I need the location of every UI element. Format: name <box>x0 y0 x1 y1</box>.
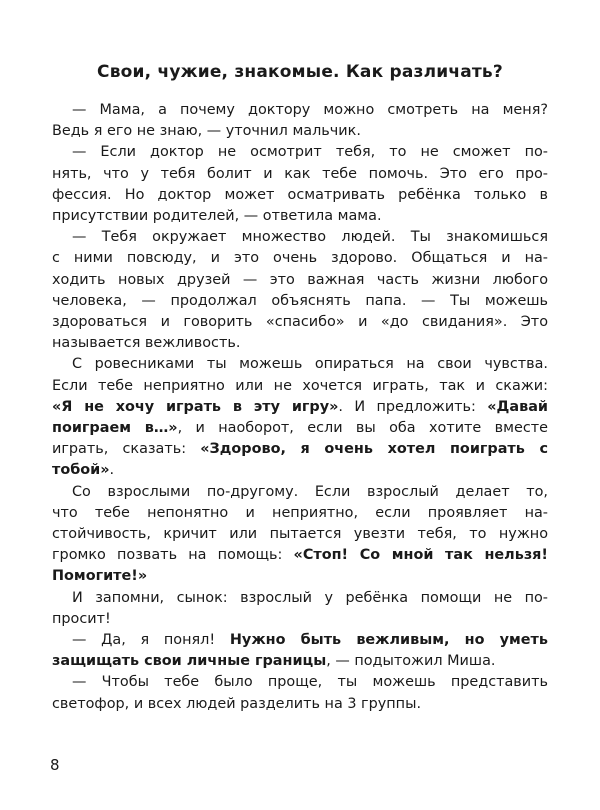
text-line: Если тебе неприятно или не хочется играть, так и скажи: <box>52 377 548 394</box>
page-title: Свои, чужие, знакомые. Как различать? <box>97 62 503 82</box>
text-line: — Чтобы тебе было проще, ты можешь представить <box>72 674 548 691</box>
text-line: поиграем в…», и наоборот, если вы оба хотите вместе <box>52 420 548 437</box>
page-number: 8 <box>50 756 60 774</box>
text-line: — Да, я понял! Нужно быть вежливым, но уметь <box>72 632 548 649</box>
text-line: И запомни, сынок: взрослый у ребёнка помощи не по- <box>72 589 548 606</box>
text-line: что тебе непонятно и неприятно, если проявляет на- <box>52 504 548 521</box>
article-body <box>52 100 548 715</box>
text-line: присутствии родителей, — ответила мама. <box>52 208 382 225</box>
text-line: — Если доктор не осмотрит тебя, то не сможет по- <box>72 144 548 161</box>
text-line: человека, — продолжал объяснять папа. — Ты можешь <box>52 292 548 309</box>
text-line: светофор, и всех людей разделить на 3 группы. <box>52 695 422 712</box>
text-line: здороваться и говорить «спасибо» и «до свидания». Это <box>52 314 548 331</box>
text-line: называется вежливость. <box>52 335 241 352</box>
text-line: фессия. Но доктор может осматривать ребёнка только в <box>52 186 548 203</box>
text-line: играть, сказать: «Здорово, я очень хотел поиграть с <box>52 441 549 458</box>
text-line: с ними повсюду, и это очень здорово. Общаться и на- <box>52 250 548 267</box>
text-line: Ведь я его не знаю, — уточнил мальчик. <box>52 123 361 140</box>
text-line: — Тебя окружает множество людей. Ты знакомишься <box>72 229 548 246</box>
text-line: просит! <box>52 610 111 627</box>
text-line: — Мама, а почему доктору можно смотреть на меня? <box>72 102 548 118</box>
text-line: громко позвать на помощь: «Стоп! Со мной так нельзя! <box>52 547 548 564</box>
text-line: тобой». <box>52 462 115 479</box>
text-line: нять, что у тебя болит и как тебе помочь. Это его про- <box>52 165 548 182</box>
text-line: ходить новых друзей — это важная часть жизни любого <box>52 271 548 288</box>
text-line: защищать свои личные границы, — подытожил Миша. <box>52 653 496 670</box>
text-line: Помогите!» <box>52 568 148 585</box>
text-line: С ровесниками ты можешь опираться на свои чувства. <box>72 356 548 373</box>
text-line: «Я не хочу играть в эту игру». И предложить: «Давай <box>52 398 548 415</box>
text-line: стойчивость, кричит или пытается увезти тебя, то нужно <box>52 526 548 543</box>
text-line: Со взрослыми по-другому. Если взрослый делает то, <box>72 483 548 500</box>
